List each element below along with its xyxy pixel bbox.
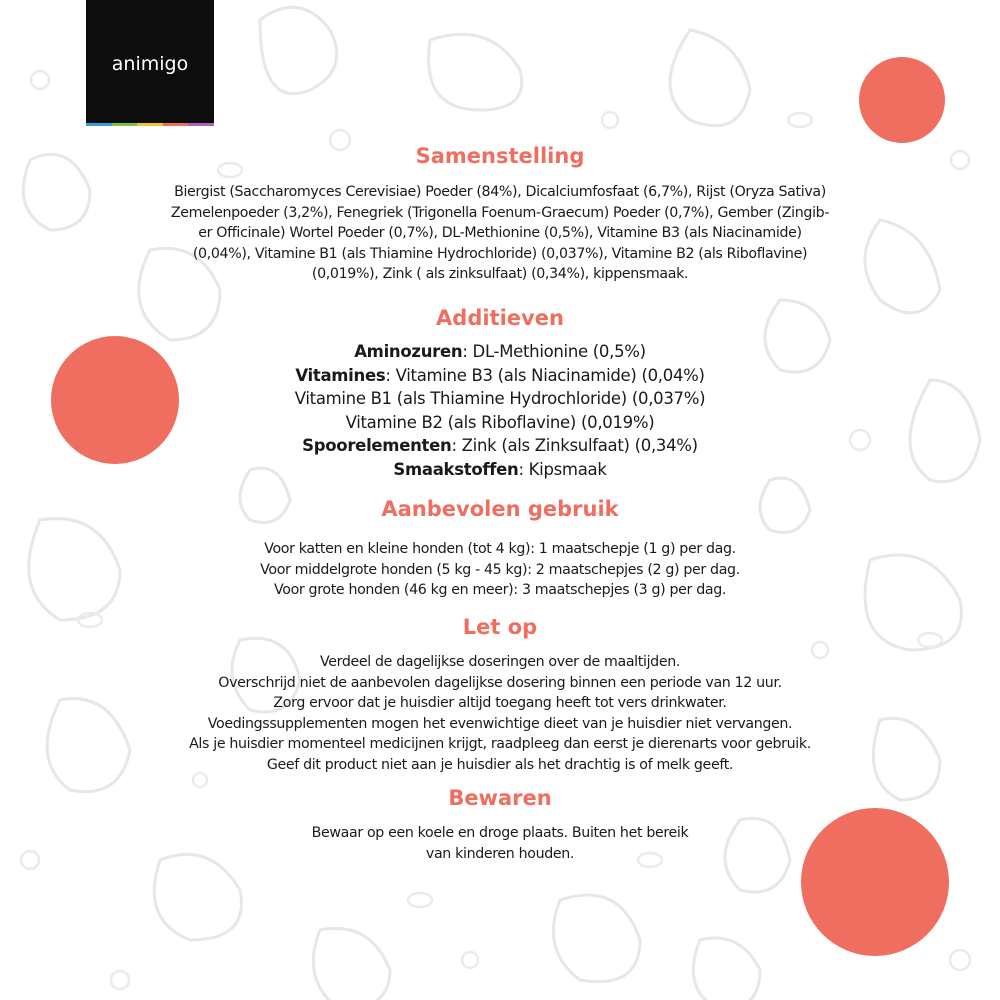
- additive-label: Spoorelementen: [302, 436, 452, 456]
- text-line: Biergist (Saccharomyces Cerevisiae) Poeder (84%), Dicalciumfosfaat (6,7%), Rijst (Oryza Sativa): [174, 184, 826, 200]
- additive-value: : Zink (als Zinksulfaat) (0,34%): [451, 436, 698, 456]
- additive-line: [0, 364, 1000, 388]
- logo-text: animigo: [111, 53, 189, 75]
- additive-label: Vitamines: [295, 365, 386, 385]
- text-line: Zemelenpoeder (3,2%), Fenegriek (Trigonella Foenum-Graecum) Poeder (0,7%), Gember (Zingib-: [170, 204, 830, 221]
- additieven-list: [0, 340, 1000, 482]
- gebruik-text: [0, 539, 1000, 601]
- section-title-samenstelling: Samenstelling: [415, 144, 585, 168]
- section-title-bewaren: Bewaren: [448, 786, 552, 810]
- stripe-segment: [188, 123, 214, 126]
- text-line: Verdeel de dagelijkse doseringen over de maaltijden.: [319, 654, 680, 670]
- text-line: Voedingssupplementen mogen het evenwichtige dieet van je huisdier niet vervangen.: [207, 715, 793, 732]
- bewaren-text: [0, 823, 1000, 864]
- text-line: Bewaar op een koele en droge plaats. Buiten het bereik: [311, 825, 689, 841]
- additive-line: [0, 340, 1000, 364]
- text-line: (0,04%), Vitamine B1 (als Thiamine Hydrochloride) (0,037%), Vitamine B2 (als Riboflavine): [192, 245, 808, 262]
- stripe-segment: [86, 123, 112, 126]
- additive-label: Smaakstoffen: [393, 459, 519, 479]
- additive-line: [0, 434, 1000, 458]
- decor-circle-top-right: [859, 57, 945, 143]
- letop-text: [0, 652, 1000, 775]
- stripe-segment: [163, 123, 189, 126]
- additive-label: Aminozuren: [354, 342, 463, 361]
- text-line: (0,019%), Zink ( als zinksulfaat) (0,34%), kippensmaak.: [311, 266, 689, 282]
- additive-value: : Vitamine B3 (als Niacinamide) (0,04%): [385, 365, 705, 385]
- stripe-segment: [137, 123, 163, 126]
- additive-line: [0, 458, 1000, 482]
- additive-value: : DL-Methionine (0,5%): [462, 342, 646, 361]
- samenstelling-text: [0, 182, 1000, 285]
- logo-stripe: [86, 123, 214, 126]
- text-line: Voor middelgrote honden (5 kg - 45 kg): 2 maatschepjes (2 g) per dag.: [260, 561, 740, 578]
- brand-logo: [86, 0, 214, 126]
- additive-line: [0, 411, 1000, 435]
- additive-line: [0, 387, 1000, 411]
- section-title-gebruik: Aanbevolen gebruik: [381, 497, 619, 521]
- additive-value: Vitamine B2 (als Riboflavine) (0,019%): [345, 412, 655, 432]
- section-title-additieven: Additieven: [436, 306, 564, 330]
- text-line: Overschrijd niet de aanbevolen dagelijkse dosering binnen een periode van 12 uur.: [218, 674, 782, 691]
- text-line: Geef dit product niet aan je huisdier als het drachtig is of melk geeft.: [266, 756, 734, 773]
- text-line: Zorg ervoor dat je huisdier altijd toegang heeft tot vers drinkwater.: [273, 695, 727, 711]
- text-line: Voor grote honden (46 kg en meer): 3 maatschepjes (3 g) per dag.: [273, 582, 727, 598]
- additive-value: : Kipsmaak: [518, 459, 607, 479]
- text-line: Voor katten en kleine honden (tot 4 kg): 1 maatschepje (1 g) per dag.: [264, 541, 736, 557]
- text-line: Als je huisdier momenteel medicijnen krijgt, raadpleeg dan eerst je dierenarts voor gebruik.: [189, 736, 811, 752]
- additive-value: Vitamine B1 (als Thiamine Hydrochloride) (0,037%): [294, 389, 706, 409]
- text-line: van kinderen houden.: [425, 845, 575, 862]
- section-title-letop: Let op: [462, 615, 538, 639]
- stripe-segment: [112, 123, 138, 126]
- text-line: er Officinale) Wortel Poeder (0,7%), DL-Methionine (0,5%), Vitamine B3 (als Niacinamide): [198, 225, 802, 241]
